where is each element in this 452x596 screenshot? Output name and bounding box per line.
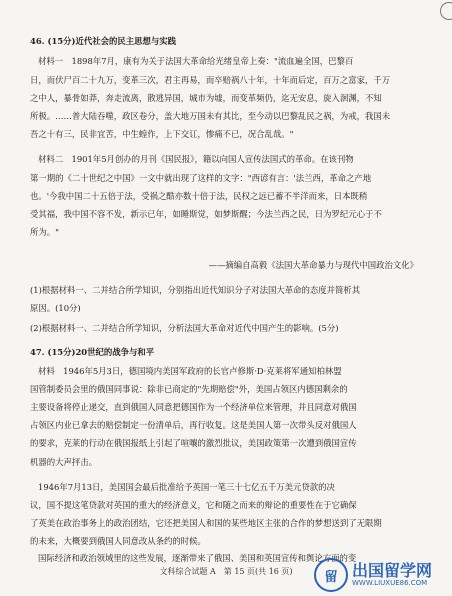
q47-para2-line: 了英美在政治事务上的政治团结，它还把美国人和国的某些地区主张的合作的梦想送到了无限期 [30, 518, 382, 528]
q47-para3: 国际经济和政治领域里的这些发展，逐渐带来了俄国、美国和英国宣传和舆论方面的变 [38, 553, 357, 563]
q46-material1-line: 之中人，暴骨如莽，奔走流离，散逃异国，城市为墟，而变革频仍，迄无安息，旋入洄渊，不知 [30, 93, 382, 103]
q46-material1-line: 吾之十有三，民非宜苦，中生蝗作，上下交讧，惨痛不已，况合乱哉。" [30, 129, 294, 139]
q46-material2-line: 第一期的《二十世纪之中国》一文中就出现了这样的文字："西谚有言：'法兰西，革命之产地 [30, 173, 372, 183]
logo-english-text: WWW.LIUXUE86.COM [352, 578, 428, 587]
q46-material1-line: 材料一 1898年7月，康有为关于法国大革命给光绪皇帝上奏："流血遍全国，巴黎百 [38, 56, 354, 66]
q46-source: ——摘编自高毅《法国大革命暴力与现代中国政治文化》 [208, 260, 418, 270]
q46-subquestion-1: (1)根据材料一、二并结合所学知识，分别指出近代知识分子对法国大革命的态度并简析其 [30, 285, 361, 295]
watermark-logo [314, 558, 448, 592]
logo-text [352, 562, 432, 587]
q47-para1-line: 占领区内业已拿去的赔偿制定一份清单后，再行收复。这是美国人第一次带头反对俄国人 [30, 420, 357, 430]
q46-subquestion-2: (2)根据材料一、二并结合所学知识，分析法国大革命对近代中国产生的影响。(5分) [30, 323, 339, 333]
q47-para1-line: 的要求，克莱的行动在俄国报纸上引起了喧嚷的激烈批议，美国政策第一次遭到俄国宣传 [30, 438, 357, 448]
q46-material2-line: 也。'今我中国二十五倍于法，受祸之酷亦数十倍于法，民权之远已蓄不半洋而来，日本既稍 [30, 191, 368, 201]
q46-material1-line: 日，而伏尸百二十九万，变革三次，君主再易，而卒赔祸八十年，十年而后定，百万之富家，千万 [30, 75, 391, 85]
logo-chinese-text: 出国留学网 [352, 561, 433, 581]
q47-title: 47. (15分)20世纪的战争与和平 [30, 347, 155, 357]
q46-title: 46. (15分)近代社会的民主思想与实践 [30, 36, 176, 46]
q47-para2-line: 议，国不提这笔贷款对英国的重大的经济意义，它和随之而来的辩论的重要性在于它确保 [30, 500, 357, 510]
q47-para1-line: 材料 1946年5月3日，德国境内美国军政府的长官卢修斯·D·克莱将军通知柏林盟 [38, 366, 342, 376]
q47-para1-line: 主要设备将停止递交，直到俄国人同意把德国作为一个经济单位来管理，并且同意对俄国 [30, 402, 357, 412]
q47-para2-line: 的未来，大概要到俄国人同意改从条约的时候。 [30, 536, 206, 546]
logo-mark-icon: 留 [314, 558, 348, 592]
q47-para1-line: 国管制委员会里的俄国同事说：除非已商定的"先期赔偿"外，美国占领区内德国剩余的 [30, 384, 348, 394]
q46-material2-line: 受其福，我中国不容不发，新示已年，如睡斯觉，如梦斯醒；今法兰西之民，日为罗纪元心于不 [30, 209, 382, 219]
q47-para2-line: 1946年7月13日，美国国会最后批准给予英国一笔三十七亿五千万美元贷款的决 [38, 482, 335, 492]
q46-subquestion-1-cont: 原因。(10分) [30, 303, 81, 313]
page-footer: 文科综合试题 A 第 15 页(共 16 页) [159, 567, 293, 576]
q47-para1-line: 机器的大声抨击。 [30, 457, 97, 467]
corner-circle-mark [440, 2, 452, 20]
q46-material1-line: 所极。……普大陆吞噬，政区卷分，盖大地万国未有其比，至今动以巴黎乱民之祸，为戒，我国未 [30, 111, 391, 121]
q46-material2-line: 所为。" [30, 227, 59, 237]
q46-material2-line: 材料二 1901年5月创办的月刊《国民报》，籍以向国人宣传法国式的革命。在该刊物 [38, 154, 354, 164]
